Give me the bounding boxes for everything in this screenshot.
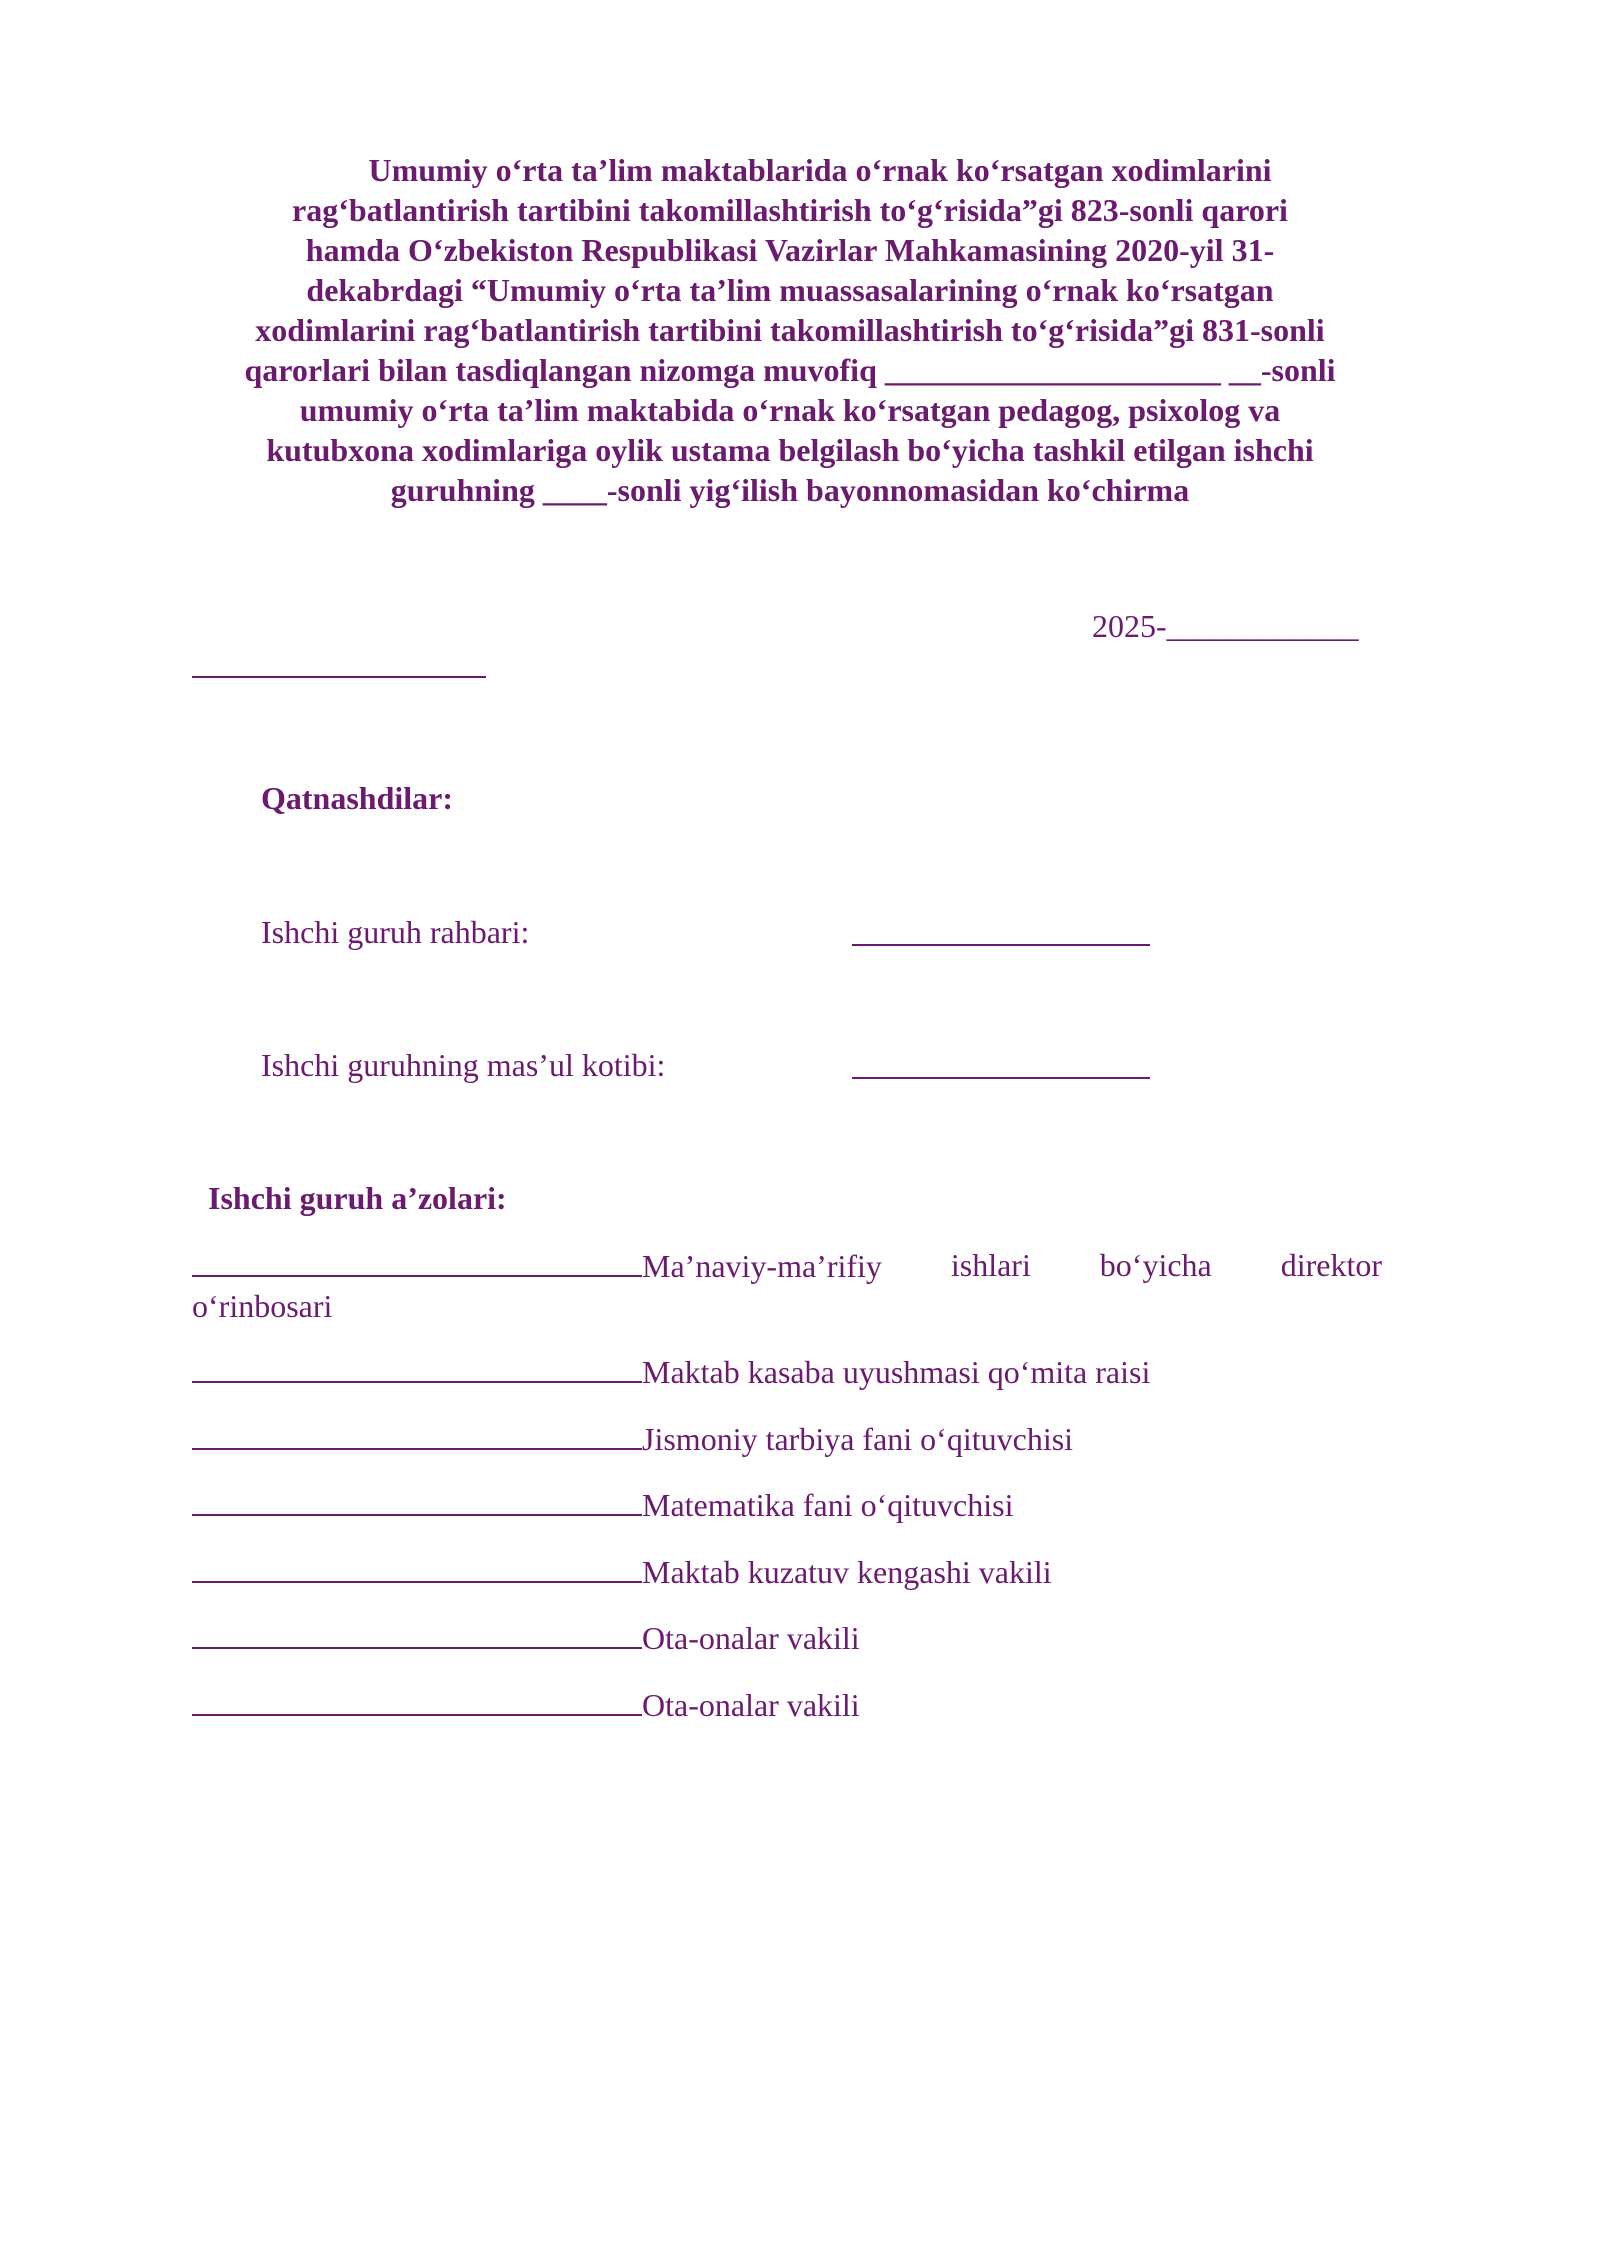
- title-line: qarorlari bilan tasdiqlangan nizomga muvofiq _____________________ __-sonli: [244, 352, 1336, 388]
- group-leader-label: Ishchi guruh rahbari:: [261, 914, 530, 950]
- title-line: umumiy o‘rta ta’lim maktabida o‘rnak ko‘rsatgan pedagog, psixolog va: [299, 392, 1281, 428]
- member-role: Ota-onalar vakili: [642, 1620, 860, 1656]
- title-line: xodimlarini rag‘batlantirish tartibini takomillashtirish to‘g‘risida”gi 831-sonli: [255, 312, 1325, 348]
- member-row: [192, 1684, 1382, 1725]
- member-role: Ota-onalar vakili: [642, 1687, 860, 1723]
- member-role-word: bo‘yicha: [1099, 1247, 1212, 1283]
- member-signature-line: [192, 1418, 642, 1450]
- title-line: kutubxona xodimlariga oylik ustama belgilash bo‘yicha tashkil etilgan ishchi: [266, 432, 1314, 468]
- member-signature-line: [192, 1617, 642, 1649]
- title-line: guruhning ____-sonli yig‘ilish bayonnomasidan ko‘chirma: [390, 472, 1190, 508]
- title-line: hamda O‘zbekiston Respublikasi Vazirlar Mahkamasining 2020-yil 31-: [305, 232, 1275, 268]
- member-row: [192, 1351, 1382, 1392]
- group-secretary-label: Ishchi guruhning mas’ul kotibi:: [261, 1047, 666, 1083]
- title-line: dekabrdagi “Umumiy o‘rta ta’lim muassasalarining o‘rnak ko‘rsatgan: [306, 272, 1274, 308]
- member-row: [192, 1245, 1382, 1326]
- member-row: [192, 1484, 1382, 1525]
- member-role: Maktab kasaba uyushmasi qo‘mita raisi: [642, 1354, 1151, 1390]
- member-role-word: direktor: [1280, 1247, 1382, 1283]
- member-role-continuation: o‘rinbosari: [192, 1288, 333, 1324]
- group-leader-signature-line: [852, 944, 1150, 946]
- member-signature-line: [192, 1684, 642, 1716]
- member-signature-line: [192, 1351, 642, 1383]
- member-role-word: Ma’naviy-ma’rifiy: [642, 1248, 882, 1284]
- group-secretary-signature-line: [852, 1077, 1150, 1079]
- title-line: rag‘batlantirish tartibini takomillashtirish to‘g‘risida”gi 823-sonli qarori: [292, 192, 1288, 228]
- member-role: Jismoniy tarbiya fani o‘qituvchisi: [642, 1421, 1074, 1457]
- member-row: [192, 1418, 1382, 1459]
- member-row: [192, 1551, 1382, 1592]
- title-line: Umumiy o‘rta ta’lim maktablarida o‘rnak ko‘rsatgan xodimlarini: [368, 152, 1272, 188]
- document-title: [190, 150, 1390, 510]
- place-blank-line: [192, 676, 486, 678]
- document-date: 2025-____________: [1092, 608, 1359, 644]
- member-signature-line: [192, 1551, 642, 1583]
- member-signature-line: [192, 1484, 642, 1516]
- member-role: Maktab kuzatuv kengashi vakili: [642, 1554, 1052, 1590]
- member-role: Matematika fani o‘qituvchisi: [642, 1487, 1014, 1523]
- participants-heading: Qatnashdilar:: [261, 780, 454, 816]
- member-role-word: ishlari: [950, 1247, 1031, 1283]
- member-signature-line: [192, 1245, 642, 1277]
- member-row: [192, 1617, 1382, 1658]
- members-heading: Ishchi guruh a’zolari:: [208, 1180, 507, 1216]
